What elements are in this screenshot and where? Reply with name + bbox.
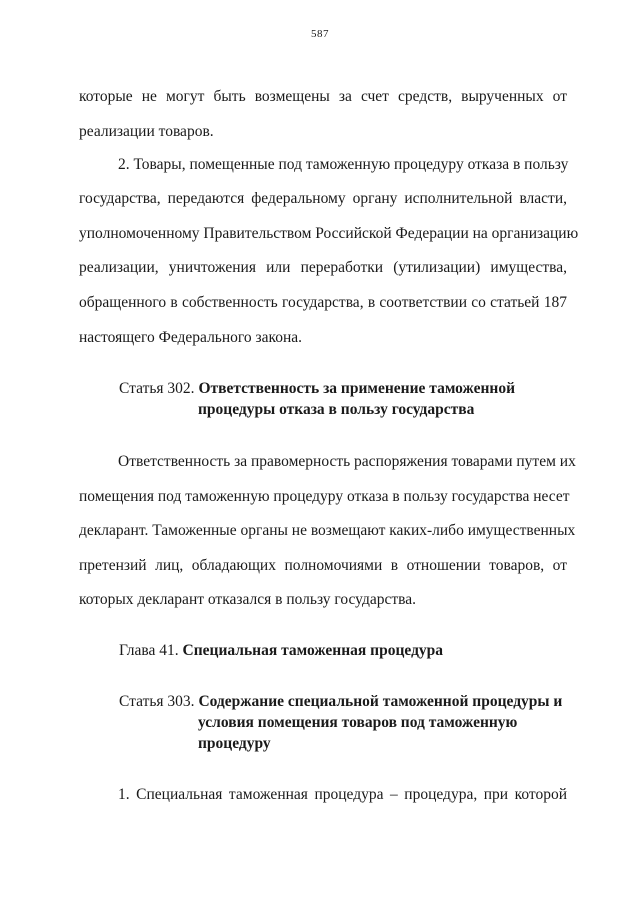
text-line: помещения под таможенную процедуру отказа в пользу государства несет bbox=[79, 488, 570, 505]
text-line: 1. Специальная таможенная процедура – процедура, при которой bbox=[118, 786, 567, 803]
article-heading-303 bbox=[119, 692, 562, 712]
chapter-title: Специальная таможенная процедура bbox=[182, 642, 444, 659]
text-line: реализации товаров. bbox=[79, 123, 214, 140]
text-line: уполномоченному Правительством Российской Федерации на организацию bbox=[79, 225, 579, 242]
text-line: государства, передаются федеральному органу исполнительной власти, bbox=[79, 190, 567, 207]
page-number: 587 bbox=[311, 28, 329, 40]
article-label: Статья 302. bbox=[119, 380, 195, 397]
article-title-cont: процедуру bbox=[198, 735, 271, 752]
text-line: которые не могут быть возмещены за счет средств, вырученных от bbox=[79, 88, 567, 105]
article-title: Содержание специальной таможенной процедуры и bbox=[198, 693, 563, 710]
text-line: декларант. Таможенные органы не возмещают каких-либо имущественных bbox=[79, 522, 576, 539]
text-line: претензий лиц, обладающих полномочиями в отношении товаров, от bbox=[79, 557, 567, 574]
article-title-cont: процедуры отказа в пользу государства bbox=[198, 401, 475, 418]
article-title-cont: условия помещения товаров под таможенную bbox=[198, 714, 518, 731]
article-title: Ответственность за применение таможенной bbox=[198, 380, 516, 397]
text-line: которых декларант отказался в пользу государства. bbox=[79, 591, 416, 608]
chapter-heading-41 bbox=[119, 641, 443, 661]
chapter-label: Глава 41. bbox=[119, 642, 179, 659]
article-heading-302 bbox=[119, 379, 515, 399]
text-line: настоящего Федерального закона. bbox=[79, 329, 303, 346]
text-line: обращенного в собственность государства, в соответствии со статьей 187 bbox=[79, 294, 567, 311]
text-line: 2. Товары, помещенные под таможенную процедуру отказа в пользу bbox=[118, 156, 569, 173]
text-line: Ответственность за правомерность распоряжения товарами путем их bbox=[118, 453, 576, 470]
text-line: реализации, уничтожения или переработки (утилизации) имущества, bbox=[79, 259, 567, 276]
article-label: Статья 303. bbox=[119, 693, 195, 710]
